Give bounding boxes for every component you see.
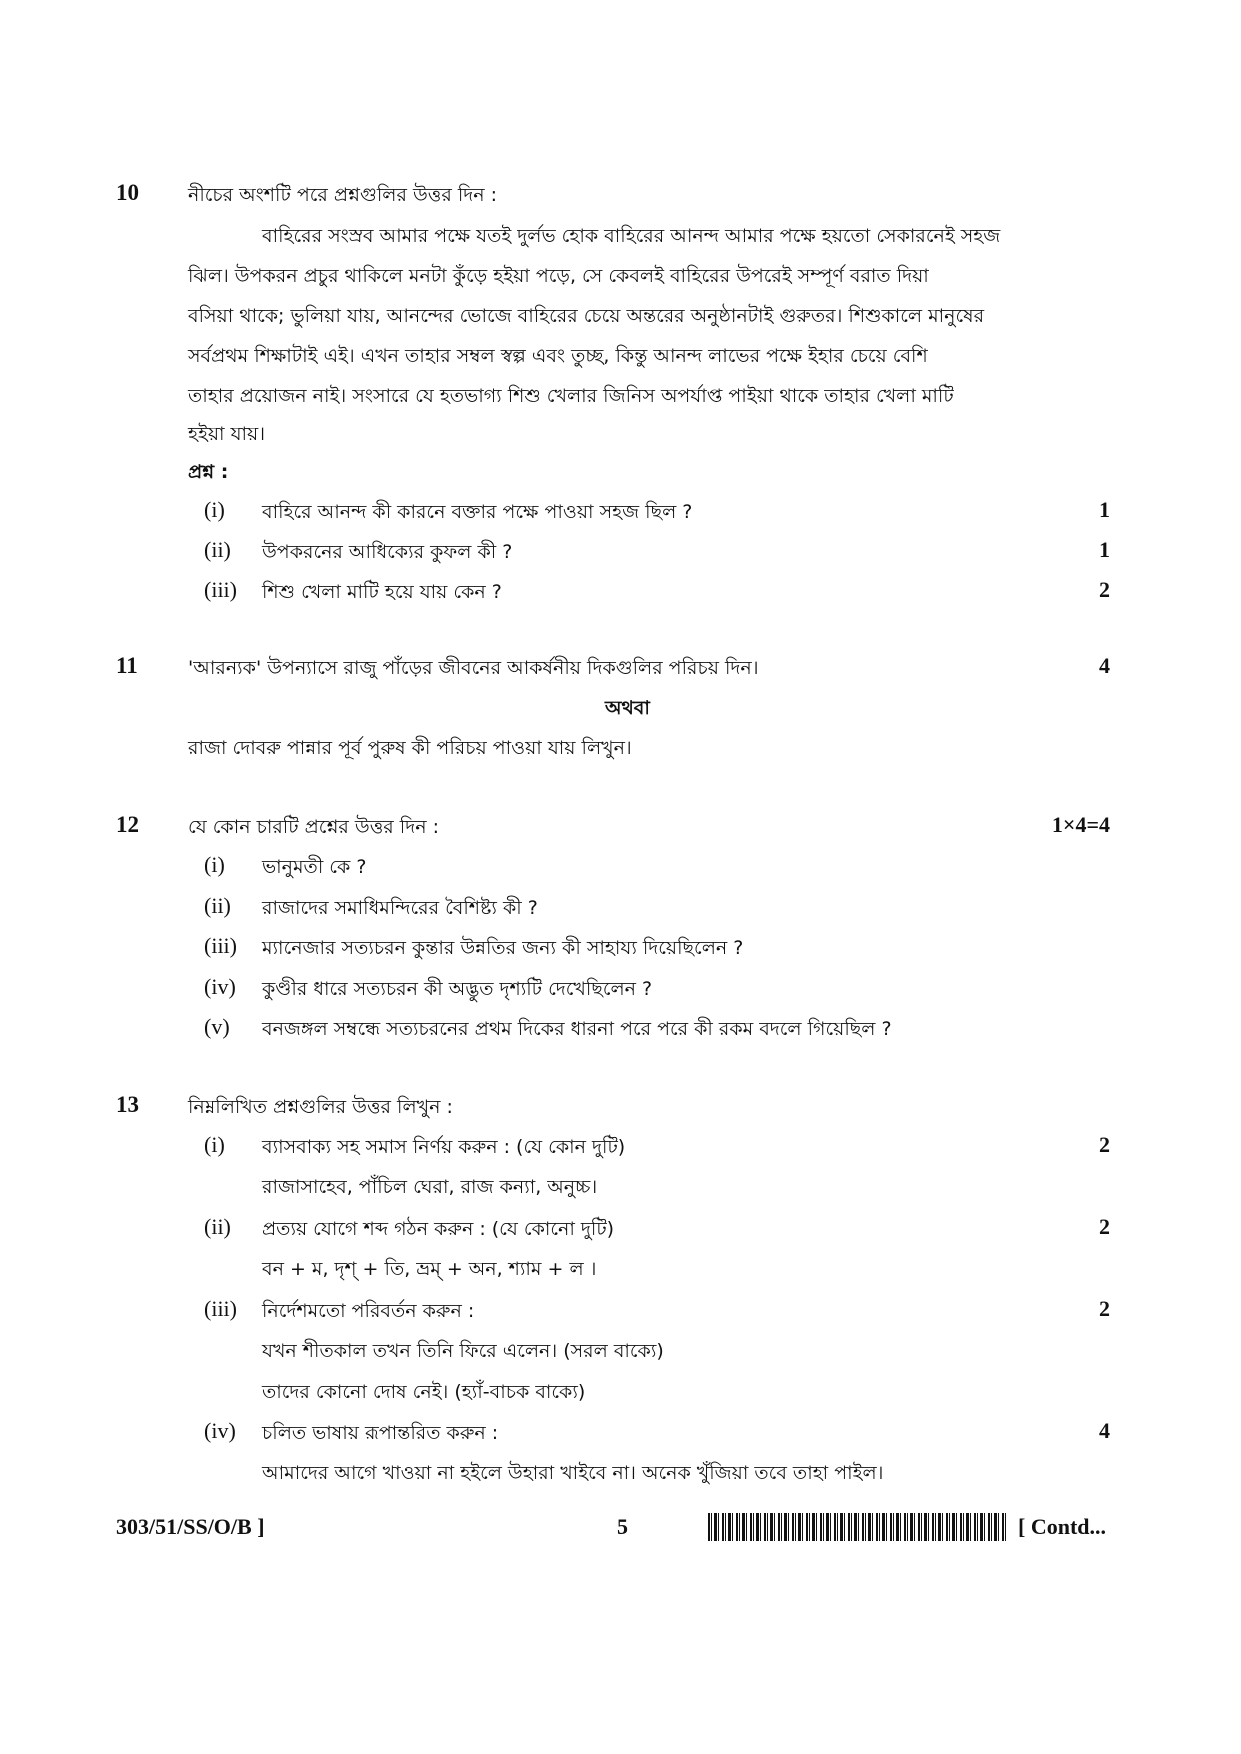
- item-text: নির্দেশমতো পরিবর্তন করুন :: [262, 1300, 475, 1322]
- question-number: 13: [116, 1092, 139, 1117]
- item-roman: (i): [204, 1132, 225, 1157]
- item-roman: (ii): [204, 1214, 231, 1239]
- question-text: 'আরন্যক' উপন্যাসে রাজু পাঁড়ের জীবনের আকর্ষনীয় দিকগুলির পরিচয় দিন।: [188, 657, 759, 679]
- question-mark: 4: [1099, 653, 1110, 678]
- item-subtext: বন + ম, দৃশ্ + তি, ভ্রম্ + অন, শ্যাম + ল ।: [262, 1258, 597, 1280]
- question-prompt: নিম্নলিখিত প্রশ্নগুলির উত্তর লিখুন :: [188, 1096, 453, 1118]
- item-text: রাজাদের সমাধিমন্দিরের বৈশিষ্ট্য কী ?: [262, 897, 538, 919]
- item-mark: 2: [1099, 577, 1110, 602]
- passage-line: ঝিল। উপকরন প্রচুর থাকিলে মনটা কুঁড়ে হইয়া পড়ে, সে কেবলই বাহিরের উপরেই সম্পূর্ণ বরাত দিয়া: [188, 265, 929, 287]
- item-roman: (i): [204, 497, 225, 522]
- item-mark: 1: [1099, 497, 1110, 522]
- item-mark: 2: [1099, 1214, 1110, 1239]
- item-text: কুণ্ডীর ধারে সত্যচরন কী অদ্ভুত দৃশ্যটি দেখেছিলেন ?: [262, 978, 653, 1000]
- item-text: ব্যাসবাক্য সহ সমাস নির্ণয় করুন : (যে কোন দুটি): [262, 1136, 626, 1158]
- item-text: ভানুমতী কে ?: [262, 856, 367, 878]
- item-roman: (iv): [204, 974, 236, 999]
- question-number: 12: [116, 812, 139, 837]
- paper-code: 303/51/SS/O/B ]: [116, 1514, 265, 1539]
- item-subtext: যখন শীতকাল তখন তিনি ফিরে এলেন। (সরল বাক্যে): [262, 1340, 664, 1362]
- item-roman: (v): [204, 1014, 230, 1039]
- item-text: বনজঙ্গল সম্বন্ধে সত্যচরনের প্রথম দিকের ধারনা পরে পরে কী রকম বদলে গিয়েছিল ?: [262, 1018, 892, 1040]
- item-text: বাহিরে আনন্দ কী কারনে বক্তার পক্ষে পাওয়া সহজ ছিল ?: [262, 501, 693, 523]
- or-label: অথবা: [605, 697, 650, 719]
- barcode-image: [708, 1513, 1008, 1541]
- item-roman: (iii): [204, 933, 237, 958]
- item-mark: 1: [1099, 537, 1110, 562]
- item-roman: (ii): [204, 537, 231, 562]
- question-mark: 1×4=4: [1051, 812, 1110, 837]
- item-roman: (iii): [204, 577, 237, 602]
- passage-line: সর্বপ্রথম শিক্ষাটাই এই। এখন তাহার সম্বল স্বল্প এবং তুচ্ছ, কিন্তু আনন্দ লাভের পক্ষে ইহার চেয়ে বেশি: [188, 345, 928, 367]
- item-text: প্রত্যয় যোগে শব্দ গঠন করুন : (যে কোনো দুটি): [262, 1218, 615, 1240]
- passage-line: বসিয়া থাকে; ভুলিয়া যায়, আনন্দের ভোজে বাহিরের চেয়ে অন্তরের অনুষ্ঠানটাই গুরুতর। শিশুকালে মানুষের: [188, 305, 985, 327]
- question-prompt: নীচের অংশটি পরে প্রশ্নগুলির উত্তর দিন :: [188, 184, 498, 206]
- page-number: 5: [617, 1514, 628, 1539]
- item-text: ম্যানেজার সত্যচরন কুন্তার উন্নতির জন্য কী সাহায্য দিয়েছিলেন ?: [262, 937, 744, 959]
- item-text: চলিত ভাষায় রূপান্তরিত করুন :: [262, 1422, 499, 1444]
- item-subtext: রাজাসাহেব, পাঁচিল ঘেরা, রাজ কন্যা, অনুচ্চ।: [262, 1176, 598, 1198]
- item-text: শিশু খেলা মাটি হয়ে যায় কেন ?: [262, 581, 502, 603]
- question-number: 11: [116, 653, 138, 678]
- question-prompt: যে কোন চারটি প্রশ্নের উত্তর দিন :: [188, 816, 439, 838]
- item-subtext: আমাদের আগে খাওয়া না হইলে উহারা খাইবে না। অনেক খুঁজিয়া তবে তাহা পাইল।: [262, 1462, 884, 1484]
- passage-line: বাহিরের সংস্রব আমার পক্ষে যতই দুর্লভ হোক বাহিরের আনন্দ আমার পক্ষে হয়তো সেকারনেই সহজ: [262, 225, 1001, 247]
- passage-line: তাহার প্রয়োজন নাই। সংসারে যে হতভাগ্য শিশু খেলার জিনিস অপর্যাপ্ত পাইয়া থাকে তাহার খেলা মাটি: [188, 385, 954, 407]
- item-mark: 4: [1099, 1418, 1110, 1443]
- item-mark: 2: [1099, 1132, 1110, 1157]
- item-mark: 2: [1099, 1296, 1110, 1321]
- item-roman: (ii): [204, 893, 231, 918]
- question-alt-text: রাজা দোবরু পান্নার পূর্ব পুরুষ কী পরিচয় পাওয়া যায় লিখুন।: [188, 737, 632, 759]
- question-number: 10: [116, 180, 139, 205]
- passage-line: হইয়া যায়।: [188, 423, 266, 445]
- item-roman: (iv): [204, 1418, 236, 1443]
- item-text: উপকরনের আধিক্যের কুফল কী ?: [262, 541, 513, 563]
- questions-label: প্রশ্ন :: [188, 461, 229, 483]
- item-roman: (iii): [204, 1296, 237, 1321]
- contd-label: [ Contd...: [1018, 1514, 1107, 1539]
- item-subtext: তাদের কোনো দোষ নেই। (হ্যাঁ-বাচক বাক্যে): [262, 1381, 586, 1403]
- item-roman: (i): [204, 852, 225, 877]
